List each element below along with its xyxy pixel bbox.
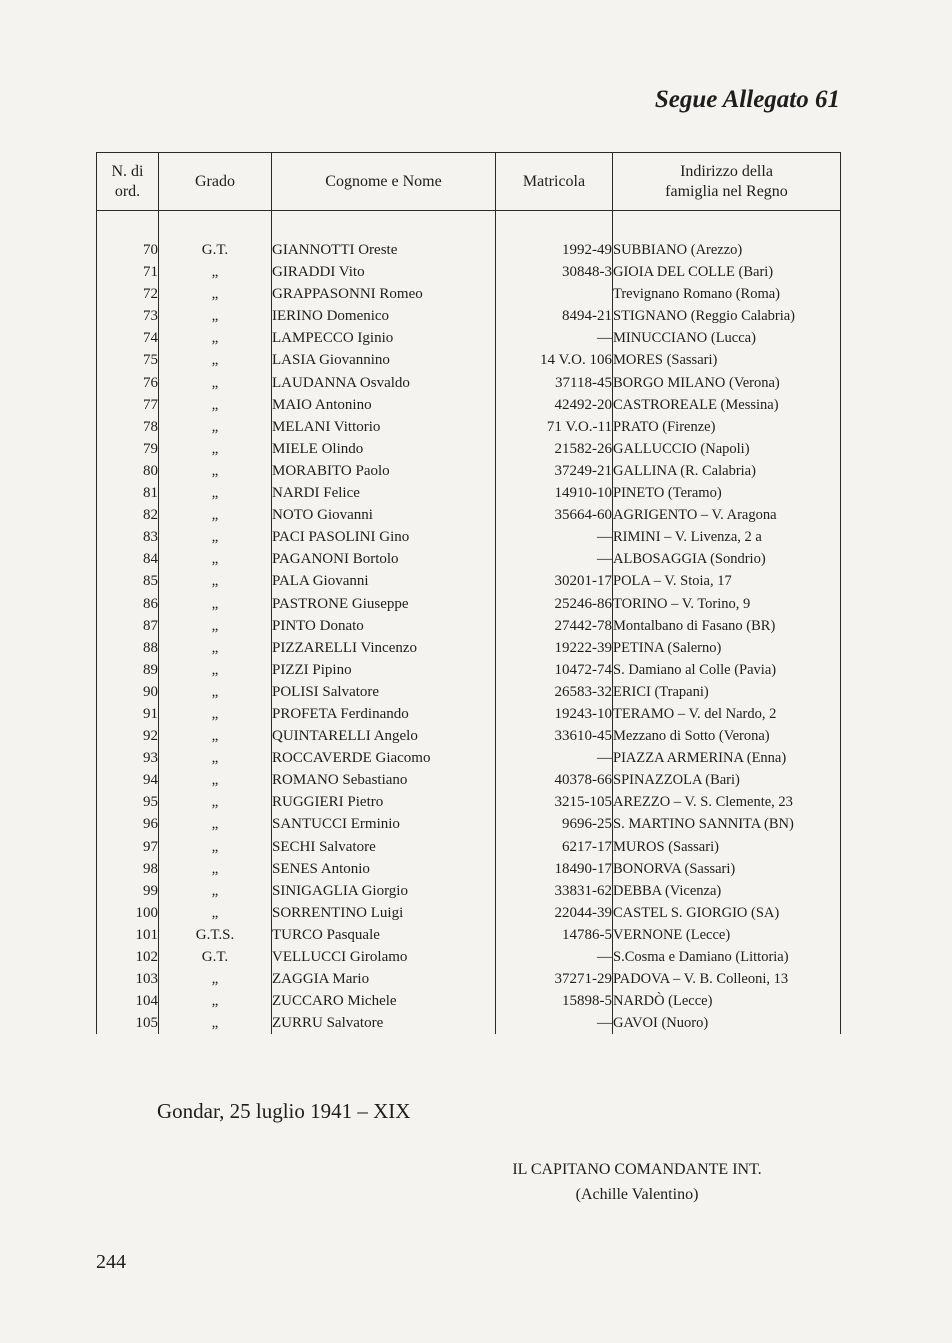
row-number: 93 — [97, 747, 159, 769]
table-row — [97, 858, 841, 880]
row-number: 80 — [97, 460, 159, 482]
row-number: 88 — [97, 637, 159, 659]
row-rank: „ — [159, 813, 272, 835]
row-address: BORGO MILANO (Verona) — [613, 372, 841, 394]
row-name: ROCCAVERDE Giacomo — [272, 747, 496, 769]
row-serial: 9696-25 — [496, 813, 613, 835]
row-name: MORABITO Paolo — [272, 460, 496, 482]
row-name: QUINTARELLI Angelo — [272, 725, 496, 747]
row-serial: 42492-20 — [496, 394, 613, 416]
row-name: SANTUCCI Erminio — [272, 813, 496, 835]
row-name: PROFETA Ferdinando — [272, 703, 496, 725]
row-number: 74 — [97, 327, 159, 349]
row-name: PALA Giovanni — [272, 570, 496, 592]
table-row — [97, 460, 841, 482]
row-name: PIZZARELLI Vincenzo — [272, 637, 496, 659]
row-address: S.Cosma e Damiano (Littoria) — [613, 946, 841, 968]
row-serial: 1992-49 — [496, 239, 613, 261]
row-serial: 30201-17 — [496, 570, 613, 592]
row-address: STIGNANO (Reggio Calabria) — [613, 305, 841, 327]
table-row — [97, 283, 841, 305]
table-row — [97, 990, 841, 1012]
table-row — [97, 902, 841, 924]
row-serial: 18490-17 — [496, 858, 613, 880]
place-date: Gondar, 25 luglio 1941 – XIX — [157, 1099, 411, 1123]
column-header-address: Indirizzo della famiglia nel Regno — [613, 153, 841, 211]
row-serial: 14 V.O. 106 — [496, 349, 613, 371]
column-header-number: N. di ord. — [97, 153, 159, 211]
row-number: 103 — [97, 968, 159, 990]
row-rank: „ — [159, 725, 272, 747]
row-number: 76 — [97, 372, 159, 394]
table-row — [97, 968, 841, 990]
row-address: Mezzano di Sotto (Verona) — [613, 725, 841, 747]
row-rank: „ — [159, 681, 272, 703]
page-number: 244 — [96, 1251, 126, 1273]
row-serial: 8494-21 — [496, 305, 613, 327]
row-address: GAVOI (Nuoro) — [613, 1012, 841, 1034]
row-number: 75 — [97, 349, 159, 371]
row-address: PRATO (Firenze) — [613, 416, 841, 438]
row-name: SENES Antonio — [272, 858, 496, 880]
row-rank: „ — [159, 858, 272, 880]
row-name: PASTRONE Giuseppe — [272, 593, 496, 615]
column-header-name: Cognome e Nome — [272, 153, 496, 211]
row-name: PAGANONI Bortolo — [272, 548, 496, 570]
row-address: DEBBA (Vicenza) — [613, 880, 841, 902]
row-rank: „ — [159, 703, 272, 725]
row-name: NOTO Giovanni — [272, 504, 496, 526]
row-serial: 14786-5 — [496, 924, 613, 946]
table-row — [97, 836, 841, 858]
signature-block — [487, 1157, 787, 1207]
table-row — [97, 681, 841, 703]
row-name: SECHI Salvatore — [272, 836, 496, 858]
row-name: MIELE Olindo — [272, 438, 496, 460]
row-rank: „ — [159, 327, 272, 349]
row-address: PADOVA – V. B. Colleoni, 13 — [613, 968, 841, 990]
row-address: Montalbano di Fasano (BR) — [613, 615, 841, 637]
row-address: NARDÒ (Lecce) — [613, 990, 841, 1012]
table-row — [97, 1012, 841, 1034]
row-address: S. Damiano al Colle (Pavia) — [613, 659, 841, 681]
row-serial: 40378-66 — [496, 769, 613, 791]
row-serial: 26583-32 — [496, 681, 613, 703]
row-name: NARDI Felice — [272, 482, 496, 504]
row-address: GALLINA (R. Calabria) — [613, 460, 841, 482]
row-address: AREZZO – V. S. Clemente, 23 — [613, 791, 841, 813]
row-serial: 19222-39 — [496, 637, 613, 659]
row-name: ZUCCARO Michele — [272, 990, 496, 1012]
row-number: 73 — [97, 305, 159, 327]
row-serial: 15898-5 — [496, 990, 613, 1012]
table-row — [97, 416, 841, 438]
table-row — [97, 703, 841, 725]
row-rank: „ — [159, 615, 272, 637]
row-address: SUBBIANO (Arezzo) — [613, 239, 841, 261]
table-row — [97, 725, 841, 747]
row-name: SINIGAGLIA Giorgio — [272, 880, 496, 902]
row-number: 97 — [97, 836, 159, 858]
row-rank: „ — [159, 349, 272, 371]
row-serial: 22044-39 — [496, 902, 613, 924]
table-row — [97, 438, 841, 460]
table-row — [97, 813, 841, 835]
column-header-rank: Grado — [159, 153, 272, 211]
row-address: BONORVA (Sassari) — [613, 858, 841, 880]
row-serial: 37118-45 — [496, 372, 613, 394]
row-number: 71 — [97, 261, 159, 283]
row-address: ERICI (Trapani) — [613, 681, 841, 703]
row-serial: 3215-105 — [496, 791, 613, 813]
row-name: PACI PASOLINI Gino — [272, 526, 496, 548]
row-number: 95 — [97, 791, 159, 813]
row-number: 84 — [97, 548, 159, 570]
row-number: 82 — [97, 504, 159, 526]
row-rank: „ — [159, 372, 272, 394]
row-name: SORRENTINO Luigi — [272, 902, 496, 924]
table-row — [97, 305, 841, 327]
row-name: POLISI Salvatore — [272, 681, 496, 703]
row-serial: — — [496, 1012, 613, 1034]
table-row — [97, 327, 841, 349]
row-rank: „ — [159, 836, 272, 858]
row-number: 86 — [97, 593, 159, 615]
table-header-row — [97, 153, 841, 211]
row-number: 89 — [97, 659, 159, 681]
row-serial: — — [496, 526, 613, 548]
row-number: 81 — [97, 482, 159, 504]
row-rank: „ — [159, 968, 272, 990]
row-rank: „ — [159, 637, 272, 659]
row-address: MORES (Sassari) — [613, 349, 841, 371]
row-rank: „ — [159, 593, 272, 615]
roster-table — [96, 152, 841, 1034]
row-address: GIOIA DEL COLLE (Bari) — [613, 261, 841, 283]
table-row — [97, 615, 841, 637]
page-header: Segue Allegato 61 — [654, 86, 840, 113]
row-address: SPINAZZOLA (Bari) — [613, 769, 841, 791]
row-name: ZAGGIA Mario — [272, 968, 496, 990]
row-address: MINUCCIANO (Lucca) — [613, 327, 841, 349]
row-number: 102 — [97, 946, 159, 968]
table-row — [97, 880, 841, 902]
row-rank: „ — [159, 438, 272, 460]
row-address: TERAMO – V. del Nardo, 2 — [613, 703, 841, 725]
table-row — [97, 659, 841, 681]
table-row — [97, 769, 841, 791]
row-name: PIZZI Pipino — [272, 659, 496, 681]
table-row — [97, 924, 841, 946]
row-rank: „ — [159, 1012, 272, 1034]
row-number: 78 — [97, 416, 159, 438]
table-row — [97, 791, 841, 813]
row-rank: „ — [159, 394, 272, 416]
row-address: S. MARTINO SANNITA (BN) — [613, 813, 841, 835]
row-rank: „ — [159, 990, 272, 1012]
table-row — [97, 261, 841, 283]
row-number: 101 — [97, 924, 159, 946]
row-name: LAMPECCO Iginio — [272, 327, 496, 349]
row-rank: „ — [159, 570, 272, 592]
row-number: 91 — [97, 703, 159, 725]
row-number: 77 — [97, 394, 159, 416]
row-name: GIANNOTTI Oreste — [272, 239, 496, 261]
row-serial: 33831-62 — [496, 880, 613, 902]
row-rank: „ — [159, 305, 272, 327]
row-number: 70 — [97, 239, 159, 261]
row-address: CASTROREALE (Messina) — [613, 394, 841, 416]
roster-body — [97, 211, 841, 1035]
row-address: RIMINI – V. Livenza, 2 a — [613, 526, 841, 548]
table-row — [97, 526, 841, 548]
row-serial — [496, 283, 613, 305]
row-number: 79 — [97, 438, 159, 460]
row-number: 72 — [97, 283, 159, 305]
row-serial: 14910-10 — [496, 482, 613, 504]
row-name: MAIO Antonino — [272, 394, 496, 416]
row-rank: „ — [159, 548, 272, 570]
row-serial: — — [496, 548, 613, 570]
row-address: AGRIGENTO – V. Aragona — [613, 504, 841, 526]
row-number: 105 — [97, 1012, 159, 1034]
row-rank: „ — [159, 791, 272, 813]
row-number: 98 — [97, 858, 159, 880]
row-serial: — — [496, 946, 613, 968]
row-serial: 33610-45 — [496, 725, 613, 747]
row-rank: „ — [159, 880, 272, 902]
table-row — [97, 349, 841, 371]
row-number: 99 — [97, 880, 159, 902]
row-serial: 10472-74 — [496, 659, 613, 681]
row-serial: 71 V.O.-11 — [496, 416, 613, 438]
row-serial: 35664-60 — [496, 504, 613, 526]
row-rank: „ — [159, 769, 272, 791]
row-serial: 37271-29 — [496, 968, 613, 990]
row-number: 100 — [97, 902, 159, 924]
row-number: 90 — [97, 681, 159, 703]
row-number: 83 — [97, 526, 159, 548]
row-rank: G.T.S. — [159, 924, 272, 946]
table-row — [97, 394, 841, 416]
table-row — [97, 570, 841, 592]
row-address: PETINA (Salerno) — [613, 637, 841, 659]
row-name: ROMANO Sebastiano — [272, 769, 496, 791]
row-name: RUGGIERI Pietro — [272, 791, 496, 813]
row-serial: 19243-10 — [496, 703, 613, 725]
row-number: 85 — [97, 570, 159, 592]
table-row — [97, 504, 841, 526]
table-row — [97, 548, 841, 570]
row-address: VERNONE (Lecce) — [613, 924, 841, 946]
row-number: 94 — [97, 769, 159, 791]
row-serial: 27442-78 — [496, 615, 613, 637]
table-row — [97, 747, 841, 769]
row-name: TURCO Pasquale — [272, 924, 496, 946]
table-row — [97, 946, 841, 968]
spacer-row — [97, 211, 841, 240]
row-serial: 21582-26 — [496, 438, 613, 460]
row-name: LAUDANNA Osvaldo — [272, 372, 496, 394]
row-rank: „ — [159, 460, 272, 482]
row-number: 104 — [97, 990, 159, 1012]
row-address: ALBOSAGGIA (Sondrio) — [613, 548, 841, 570]
table-row — [97, 637, 841, 659]
row-name: GIRADDI Vito — [272, 261, 496, 283]
row-name: MELANI Vittorio — [272, 416, 496, 438]
table-row — [97, 239, 841, 261]
row-rank: „ — [159, 747, 272, 769]
row-number: 96 — [97, 813, 159, 835]
row-name: ZURRU Salvatore — [272, 1012, 496, 1034]
row-name: VELLUCCI Girolamo — [272, 946, 496, 968]
table-row — [97, 482, 841, 504]
row-rank: „ — [159, 482, 272, 504]
row-address: PINETO (Teramo) — [613, 482, 841, 504]
table-row — [97, 593, 841, 615]
signature-title: IL CAPITANO COMANDANTE INT. — [512, 1161, 762, 1178]
row-serial: — — [496, 747, 613, 769]
row-serial: 25246-86 — [496, 593, 613, 615]
row-name: IERINO Domenico — [272, 305, 496, 327]
row-address: POLA – V. Stoia, 17 — [613, 570, 841, 592]
table-row — [97, 372, 841, 394]
row-rank: G.T. — [159, 946, 272, 968]
row-address: TORINO – V. Torino, 9 — [613, 593, 841, 615]
row-rank: „ — [159, 416, 272, 438]
row-name: PINTO Donato — [272, 615, 496, 637]
row-address: CASTEL S. GIORGIO (SA) — [613, 902, 841, 924]
row-address: MUROS (Sassari) — [613, 836, 841, 858]
row-rank: „ — [159, 526, 272, 548]
row-rank: „ — [159, 902, 272, 924]
signature-name: (Achille Valentino) — [575, 1186, 699, 1203]
row-rank: „ — [159, 504, 272, 526]
row-address: PIAZZA ARMERINA (Enna) — [613, 747, 841, 769]
row-serial: — — [496, 327, 613, 349]
row-number: 87 — [97, 615, 159, 637]
column-header-serial: Matricola — [496, 153, 613, 211]
row-rank: G.T. — [159, 239, 272, 261]
row-rank: „ — [159, 261, 272, 283]
row-name: LASIA Giovannino — [272, 349, 496, 371]
row-name: GRAPPASONNI Romeo — [272, 283, 496, 305]
row-number: 92 — [97, 725, 159, 747]
row-serial: 37249-21 — [496, 460, 613, 482]
row-rank: „ — [159, 283, 272, 305]
row-address: GALLUCCIO (Napoli) — [613, 438, 841, 460]
row-rank: „ — [159, 659, 272, 681]
row-serial: 30848-3 — [496, 261, 613, 283]
row-serial: 6217-17 — [496, 836, 613, 858]
row-address: Trevignano Romano (Roma) — [613, 283, 841, 305]
